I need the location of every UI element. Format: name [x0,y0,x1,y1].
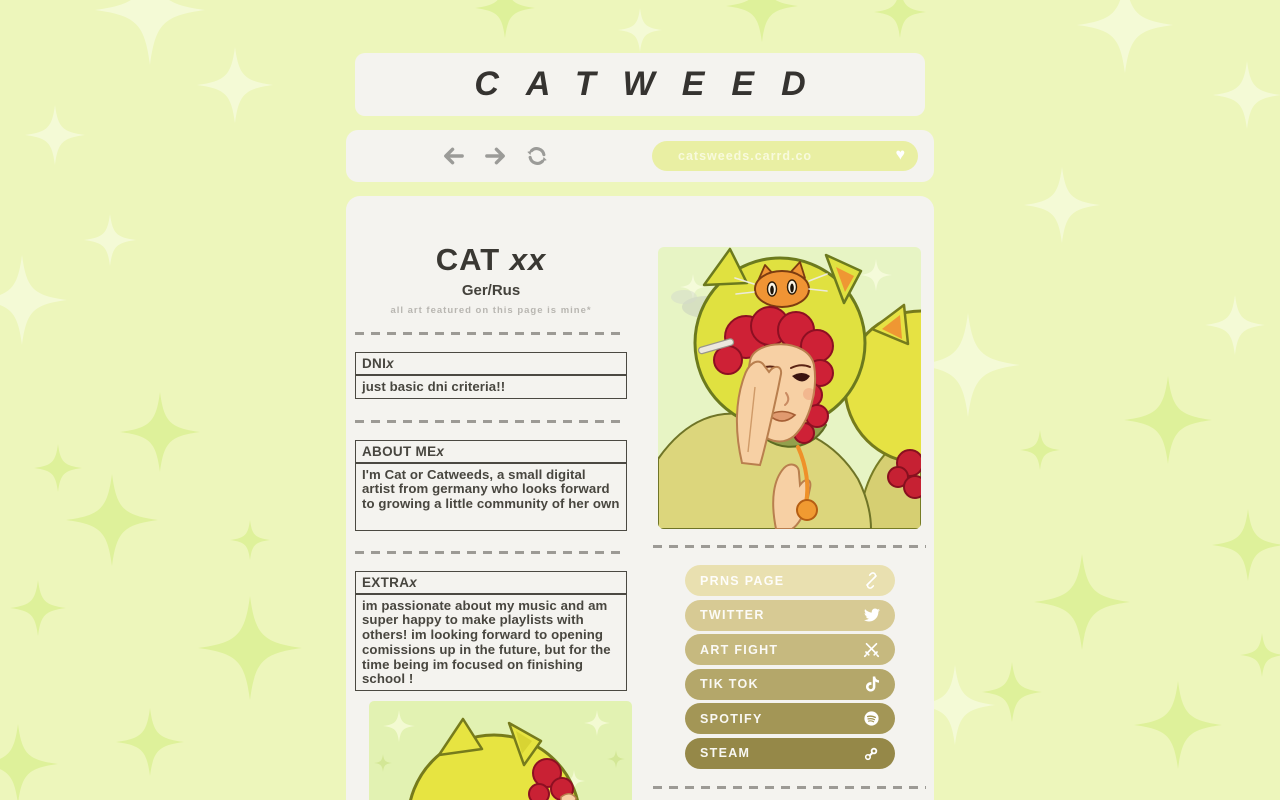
about-section-body: I'm Cat or Catweeds, a small digital artist from germany who looks forward to growing a little community of her own [355,463,627,531]
profile-languages: Ger/Rus [461,282,521,299]
link-button-prns-page[interactable]: PRNS PAGE [685,565,895,596]
divider [355,551,627,554]
link-button-steam[interactable]: STEAM [685,738,895,769]
url-text: catsweeds.carrd.co [678,149,813,163]
heart-icon[interactable]: ♥ [895,146,905,164]
page-title: CATWEED [474,65,833,103]
forward-arrow-icon[interactable] [484,146,507,166]
profile-name: CAT xx [435,242,547,277]
tiktok-icon [865,676,880,692]
social-links [685,565,895,769]
link-button-tiktok[interactable]: TIK TOK [685,669,895,700]
profile-card [346,196,934,800]
about-section-header: ABOUT MEx [355,440,627,463]
divider [355,420,627,423]
steam-icon [863,745,880,762]
spotify-icon [863,710,880,727]
back-arrow-icon[interactable] [442,146,465,166]
divider [653,545,926,548]
link-button-twitter[interactable]: TWITTER [685,600,895,631]
profile-name-suffix: xx [509,242,547,277]
url-bar[interactable] [652,141,918,171]
hood-back-image [369,701,632,800]
site-title-card [355,53,925,116]
twitter-icon [864,607,880,623]
divider [355,332,627,335]
browser-bar [346,130,934,182]
dni-section-body: just basic dni criteria!! [355,375,627,400]
link-button-spotify[interactable]: SPOTIFY [685,703,895,734]
link-button-artfight[interactable]: ART FIGHT [685,634,895,665]
dni-section-header: DNIx [355,352,627,375]
extra-section-header: EXTRAx [355,571,627,594]
crossed-swords-icon [863,641,880,658]
chain-broken-icon [863,572,880,589]
art-disclaimer: all art featured on this page is mine* [390,305,592,316]
extra-section-body: im passionate about my music and am super happy to make playlists with others! im looking forward to opening comissions up in the future, but for the time being im focused on finishing school ! [355,594,627,691]
refresh-icon[interactable] [526,145,548,167]
divider [653,786,926,789]
portrait-image [658,247,921,529]
